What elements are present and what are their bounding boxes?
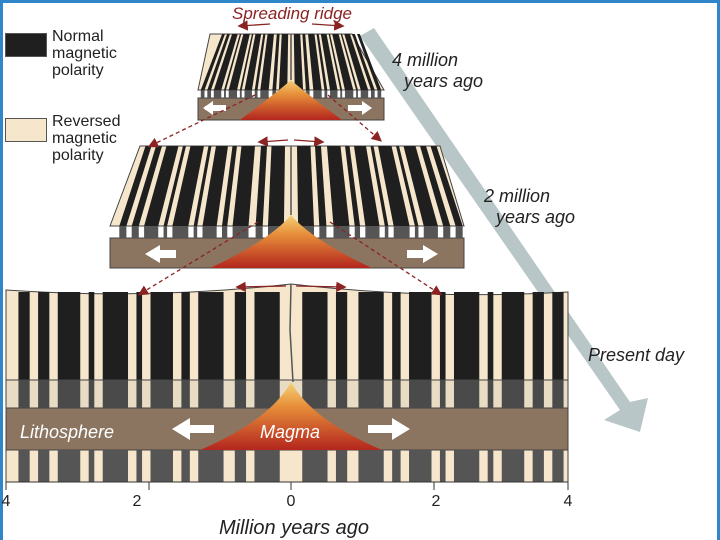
s1-front-stripe-left-5 [245,90,252,98]
stage-2-block [110,146,464,268]
s3-front-stripe-right-11 [552,380,563,408]
s3-top-stripe-left-2 [235,292,246,380]
s3-top-stripe-left-5 [151,292,173,380]
s2-front-stripe-left-5 [203,226,217,238]
s2-front-stripe-right-10 [443,226,450,238]
ridge-arrow-1-right [312,24,342,26]
s2-front-stripe-right-6 [385,226,389,238]
legend-reversed-line2: magnetic [52,130,117,147]
stage-3-right-arrow-shaft [368,425,394,433]
stage-1-right-arrow-shaft [348,105,362,111]
axis-tick-label-2: 0 [286,493,296,510]
s3-front-stripe-right-8 [488,380,494,408]
s3-front-stripe-left-4 [181,380,189,408]
s3-front-stripe-left-2 [235,380,246,408]
axis-tick-label-0: 4 [1,493,11,510]
s3-top-stripe-left-8 [89,292,95,380]
s3-lower-stripe-right-4 [392,450,400,482]
s1-front-stripe-right-9 [361,90,368,98]
s1-front-stripe-right-4 [324,90,327,98]
stage-3-left-arrow-shaft [188,425,214,433]
s3-front-stripe-left-6 [136,380,142,408]
s3-front-stripe-left-10 [38,380,49,408]
s2-front-stripe-right-4 [355,226,360,238]
s3-lower-stripe-right-1 [302,450,327,482]
s3-lower-stripe-left-9 [58,450,80,482]
s1-front-stripe-right-5 [330,90,337,98]
s2-front-stripe-left-9 [144,226,158,238]
s2-front-stripe-left-7 [172,226,188,238]
s1-front-stripe-right-10 [371,90,375,98]
s3-lower-stripe-left-2 [235,450,246,482]
s3-lower-stripe-left-6 [136,450,142,482]
s2-front-stripe-right-11 [456,226,463,238]
s3-lower-stripe-right-8 [488,450,494,482]
s1-front-stripe-right-11 [377,90,381,98]
s3-top-stripe-left-4 [181,292,189,380]
s2-front-stripe-left-3 [233,226,249,238]
s3-top-stripe-right-6 [440,292,446,380]
s3-top-stripe-left-9 [58,292,80,380]
s3-lower-stripe-right-2 [336,450,347,482]
s3-lower-stripe-right-5 [409,450,431,482]
s3-front-stripe-right-7 [454,380,479,408]
s3-lower-stripe-right-3 [358,450,383,482]
ridge-arrow-2-right [294,140,322,142]
s3-lower-stripe-left-1 [254,450,279,482]
axis-label: Million years ago [218,517,370,539]
stage-1-label-line1: 4 million [392,50,459,70]
legend-normal-line2: magnetic [52,45,117,62]
s1-front-stripe-left-6 [240,90,242,98]
s3-lower-stripe-left-4 [181,450,189,482]
s3-top-stripe-left-7 [103,292,128,380]
s3-lower-stripe-left-11 [18,450,29,482]
s3-top-stripe-right-10 [533,292,544,380]
s2-front-stripe-left-10 [132,226,139,238]
s2-front-stripe-right-5 [365,226,379,238]
s3-top-stripe-right-11 [552,292,563,380]
s3-front-stripe-left-7 [103,380,128,408]
magma-label: Magma [259,422,321,442]
s3-top-stripe-left-1 [254,292,279,380]
s2-front-stripe-right-3 [333,226,349,238]
s3-top-stripe-left-6 [136,292,142,380]
stage-2-right-arrow-shaft [407,250,425,258]
s3-front-stripe-left-11 [18,380,29,408]
s1-front-stripe-left-9 [214,90,221,98]
legend-reversed-line1: Reversed [52,113,121,130]
legend-normal-line1: Normal [52,28,104,45]
diagram-title: Spreading ridge [231,4,353,23]
s3-lower-stripe-right-9 [502,450,524,482]
s3-front-stripe-right-5 [409,380,431,408]
s3-front-stripe-left-3 [198,380,223,408]
s1-front-stripe-right-3 [313,90,321,98]
s3-front-stripe-right-3 [358,380,383,408]
stage-2-label-line1: 2 million [484,186,551,206]
s1-front-stripe-right-6 [340,90,342,98]
s3-lower-stripe-right-7 [454,450,479,482]
s3-front-stripe-right-4 [392,380,400,408]
s3-front-stripe-right-6 [440,380,446,408]
s1-front-stripe-left-8 [224,90,226,98]
s3-lower-stripe-left-3 [198,450,223,482]
s3-front-stripe-left-5 [151,380,173,408]
time-axis [2,482,573,539]
s3-top-stripe-right-2 [336,292,347,380]
stage-1-label-line2: years ago [404,71,484,91]
stage-1-left-arrow-shaft [212,105,226,111]
s3-front-stripe-right-2 [336,380,347,408]
s1-front-stripe-left-7 [229,90,237,98]
axis-tick-label-4: 4 [563,493,573,510]
stage-2-label-line2: years ago [496,207,576,227]
legend-normal-line3: polarity [52,62,104,79]
axis-tick-label-1: 2 [132,493,142,510]
s3-lower-stripe-right-11 [552,450,563,482]
s3-lower-stripe-left-7 [103,450,128,482]
s2-front-stripe-right-9 [424,226,438,238]
s3-top-stripe-left-11 [18,292,29,380]
s3-top-stripe-left-3 [198,292,223,380]
stage-3-block [6,284,568,482]
s1-front-stripe-right-8 [356,90,358,98]
s3-lower-stripe-right-10 [533,450,544,482]
s2-front-stripe-right-8 [415,226,419,238]
s2-front-stripe-left-11 [119,226,126,238]
ridge-arrow-2-left [260,140,288,142]
lithosphere-label: Lithosphere [20,422,115,442]
s1-front-stripe-left-11 [201,90,205,98]
legend-reversed-line3: polarity [52,147,104,164]
s3-front-stripe-right-10 [533,380,544,408]
s3-top-stripe-right-7 [454,292,479,380]
stage-2-left-arrow-shaft [158,250,176,258]
s1-front-stripe-left-10 [207,90,211,98]
s3-front-stripe-right-9 [502,380,524,408]
s1-front-stripe-right-7 [345,90,353,98]
s3-lower-stripe-left-10 [38,450,49,482]
s3-top-stripe-right-9 [502,292,524,380]
s3-lower-stripe-left-8 [89,450,95,482]
s1-front-stripe-left-3 [260,90,268,98]
s2-front-stripe-left-4 [222,226,227,238]
ridge-arrow-1-left [240,24,270,26]
s2-front-stripe-left-2 [256,226,263,238]
s3-top-stripe-right-3 [358,292,383,380]
s3-front-stripe-left-9 [58,380,80,408]
s3-top-stripe-left-10 [38,292,49,380]
stage-1-block [198,34,384,120]
s3-top-stripe-right-5 [409,292,431,380]
s3-top-stripe-right-1 [302,292,327,380]
s3-top-stripe-right-4 [392,292,400,380]
s2-front-stripe-right-2 [319,226,326,238]
s2-front-stripe-right-7 [394,226,410,238]
stage-3-label: Present day [588,345,685,365]
s3-top-stripe-right-8 [488,292,494,380]
s1-front-stripe-left-4 [255,90,258,98]
s3-lower-stripe-right-6 [440,450,446,482]
s3-front-stripe-left-8 [89,380,95,408]
axis-tick-label-3: 2 [431,493,441,510]
s2-front-stripe-left-6 [194,226,198,238]
s3-lower-stripe-left-5 [151,450,173,482]
s2-front-stripe-left-8 [164,226,168,238]
